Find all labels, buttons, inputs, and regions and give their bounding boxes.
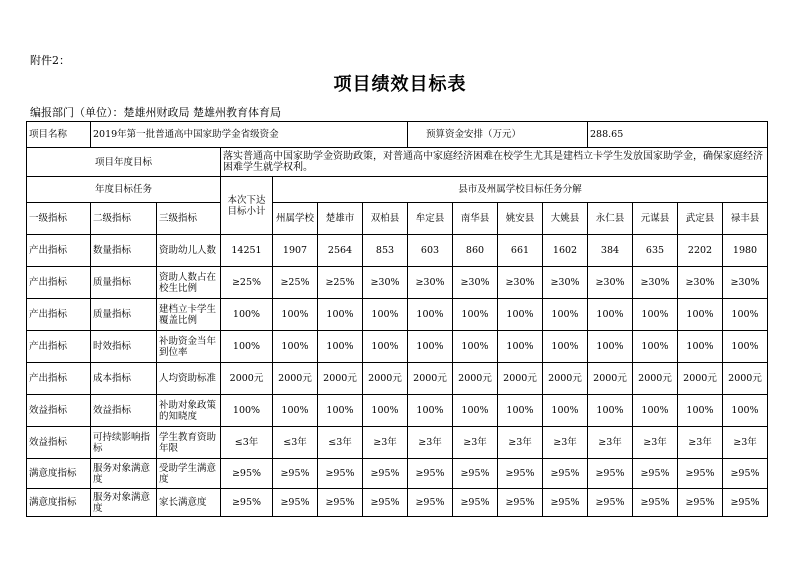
- region-value-cell: 2202: [678, 235, 723, 267]
- level1-cell: 产出指标: [27, 363, 91, 395]
- region-value-cell: ≥95%: [633, 459, 678, 489]
- level2-cell: 质量指标: [91, 267, 157, 299]
- level3-cell: 补助资金当年到位率: [157, 331, 221, 363]
- region-value-cell: ≥95%: [543, 459, 588, 489]
- budget-label: 预算资金安排（万元）: [408, 122, 588, 148]
- region-value-cell: ≥95%: [678, 459, 723, 489]
- region-value-cell: ≥95%: [273, 489, 318, 517]
- region-value-cell: 100%: [363, 331, 408, 363]
- region-value-cell: 384: [588, 235, 633, 267]
- level3-cell: 人均资助标准: [157, 363, 221, 395]
- level2-cell: 服务对象满意度: [91, 459, 157, 489]
- region-value-cell: 100%: [543, 299, 588, 331]
- total-cell: ≥95%: [221, 459, 273, 489]
- region-value-cell: 100%: [318, 299, 363, 331]
- total-cell: 100%: [221, 395, 273, 427]
- region-value-cell: 100%: [273, 299, 318, 331]
- table-row: [27, 395, 768, 427]
- region-value-cell: ≥30%: [363, 267, 408, 299]
- level3-header: 三级指标: [157, 203, 221, 235]
- region-value-cell: 100%: [408, 299, 453, 331]
- region-value-cell: ≥95%: [633, 489, 678, 517]
- region-value-cell: ≥3年: [498, 427, 543, 459]
- region-value-cell: ≥95%: [318, 459, 363, 489]
- total-header: 本次下达目标小计: [221, 177, 273, 235]
- level1-cell: 产出指标: [27, 299, 91, 331]
- region-value-cell: 2000元: [363, 363, 408, 395]
- annual-task-header: 年度目标任务: [27, 177, 221, 203]
- level2-cell: 成本指标: [91, 363, 157, 395]
- level1-header: 一级指标: [27, 203, 91, 235]
- region-value-cell: 100%: [408, 395, 453, 427]
- table-row: [27, 363, 768, 395]
- region-header: 楚雄市: [318, 203, 363, 235]
- region-value-cell: 100%: [678, 299, 723, 331]
- region-value-cell: ≥30%: [678, 267, 723, 299]
- region-value-cell: 100%: [498, 331, 543, 363]
- region-value-cell: ≤3年: [273, 427, 318, 459]
- region-value-cell: 2564: [318, 235, 363, 267]
- region-value-cell: ≥3年: [453, 427, 498, 459]
- region-value-cell: 1980: [723, 235, 768, 267]
- attachment-label: 附件2：: [30, 54, 70, 67]
- region-value-cell: 100%: [273, 395, 318, 427]
- total-cell: 2000元: [221, 363, 273, 395]
- region-value-cell: ≥95%: [318, 489, 363, 517]
- region-value-cell: 2000元: [678, 363, 723, 395]
- total-cell: 14251: [221, 235, 273, 267]
- region-value-cell: ≥95%: [588, 489, 633, 517]
- region-value-cell: ≥3年: [678, 427, 723, 459]
- level1-cell: 效益指标: [27, 427, 91, 459]
- region-value-cell: 100%: [498, 299, 543, 331]
- level1-cell: 产出指标: [27, 331, 91, 363]
- region-value-cell: ≥95%: [408, 459, 453, 489]
- annual-goal-label: 项目年度目标: [27, 148, 221, 177]
- region-value-cell: 661: [498, 235, 543, 267]
- region-value-cell: 100%: [588, 331, 633, 363]
- region-value-cell: ≥3年: [633, 427, 678, 459]
- region-value-cell: ≥95%: [543, 489, 588, 517]
- region-header: 大姚县: [543, 203, 588, 235]
- level3-cell: 补助对象政策的知晓度: [157, 395, 221, 427]
- level2-cell: 服务对象满意度: [91, 489, 157, 517]
- region-value-cell: 2000元: [588, 363, 633, 395]
- region-value-cell: 100%: [273, 331, 318, 363]
- level3-cell: 学生教育资助年限: [157, 427, 221, 459]
- region-header: 州属学校: [273, 203, 318, 235]
- region-value-cell: ≥30%: [588, 267, 633, 299]
- region-value-cell: ≥3年: [363, 427, 408, 459]
- total-cell: ≤3年: [221, 427, 273, 459]
- level3-cell: 资助幼儿人数: [157, 235, 221, 267]
- project-row: [27, 122, 768, 148]
- region-header: 武定县: [678, 203, 723, 235]
- project-name: 2019年第一批普通高中国家助学金省级资金: [91, 122, 408, 148]
- level3-cell: 家长满意度: [157, 489, 221, 517]
- header-row-2: [27, 203, 768, 235]
- annual-goal-text: 落实普通高中国家助学金资助政策，对普通高中家庭经济困难在校学生尤其是建档立卡学生发放国家助学金，确保家庭经济困难学生就学权利。: [221, 148, 768, 177]
- level2-cell: 时效指标: [91, 331, 157, 363]
- budget-value: 288.65: [588, 122, 768, 148]
- table-row: [27, 427, 768, 459]
- region-value-cell: 2000元: [633, 363, 678, 395]
- region-value-cell: ≥95%: [498, 489, 543, 517]
- region-value-cell: 100%: [498, 395, 543, 427]
- region-value-cell: 100%: [453, 331, 498, 363]
- region-value-cell: 2000元: [498, 363, 543, 395]
- region-value-cell: 603: [408, 235, 453, 267]
- region-value-cell: 100%: [588, 395, 633, 427]
- level1-cell: 产出指标: [27, 267, 91, 299]
- region-value-cell: 100%: [363, 395, 408, 427]
- region-header: 元谋县: [633, 203, 678, 235]
- region-value-cell: 100%: [723, 395, 768, 427]
- region-header: 双柏县: [363, 203, 408, 235]
- region-value-cell: ≥30%: [408, 267, 453, 299]
- region-value-cell: 100%: [723, 331, 768, 363]
- region-header: 南华县: [453, 203, 498, 235]
- region-value-cell: ≥95%: [678, 489, 723, 517]
- table-row: [27, 331, 768, 363]
- region-value-cell: 100%: [723, 299, 768, 331]
- region-value-cell: ≥3年: [588, 427, 633, 459]
- region-value-cell: 635: [633, 235, 678, 267]
- breakdown-header: 县市及州属学校目标任务分解: [273, 177, 768, 203]
- region-value-cell: 100%: [408, 331, 453, 363]
- region-value-cell: 100%: [318, 395, 363, 427]
- table-row: [27, 459, 768, 489]
- region-value-cell: 100%: [633, 331, 678, 363]
- region-value-cell: 2000元: [543, 363, 588, 395]
- region-value-cell: 1907: [273, 235, 318, 267]
- level3-cell: 受助学生满意度: [157, 459, 221, 489]
- region-value-cell: ≥95%: [498, 459, 543, 489]
- annual-goal-row: [27, 148, 768, 177]
- level2-cell: 质量指标: [91, 299, 157, 331]
- region-value-cell: 860: [453, 235, 498, 267]
- region-value-cell: ≥30%: [498, 267, 543, 299]
- region-value-cell: ≥30%: [723, 267, 768, 299]
- region-value-cell: 100%: [363, 299, 408, 331]
- department-line: 编报部门（单位）：楚雄州财政局 楚雄州教育体育局: [30, 106, 281, 119]
- region-value-cell: ≥25%: [318, 267, 363, 299]
- region-value-cell: 1602: [543, 235, 588, 267]
- region-value-cell: ≥95%: [723, 489, 768, 517]
- performance-table: [26, 121, 768, 517]
- level3-cell: 建档立卡学生覆盖比例: [157, 299, 221, 331]
- region-header: 永仁县: [588, 203, 633, 235]
- region-value-cell: ≥30%: [453, 267, 498, 299]
- region-value-cell: 2000元: [453, 363, 498, 395]
- region-value-cell: ≥95%: [273, 459, 318, 489]
- region-value-cell: ≥95%: [588, 459, 633, 489]
- level2-cell: 效益指标: [91, 395, 157, 427]
- level2-header: 二级指标: [91, 203, 157, 235]
- region-value-cell: 100%: [588, 299, 633, 331]
- region-header: 牟定县: [408, 203, 453, 235]
- total-cell: 100%: [221, 331, 273, 363]
- region-value-cell: 100%: [678, 331, 723, 363]
- region-value-cell: 100%: [678, 395, 723, 427]
- region-value-cell: ≥95%: [453, 459, 498, 489]
- level2-cell: 可持续影响指标: [91, 427, 157, 459]
- region-value-cell: ≥30%: [633, 267, 678, 299]
- region-value-cell: ≥95%: [363, 489, 408, 517]
- region-value-cell: ≥95%: [363, 459, 408, 489]
- region-value-cell: 100%: [453, 299, 498, 331]
- region-value-cell: 100%: [543, 331, 588, 363]
- region-value-cell: ≥95%: [453, 489, 498, 517]
- region-header: 禄丰县: [723, 203, 768, 235]
- region-value-cell: 100%: [633, 299, 678, 331]
- region-value-cell: 100%: [543, 395, 588, 427]
- region-value-cell: ≥3年: [543, 427, 588, 459]
- region-value-cell: 853: [363, 235, 408, 267]
- level1-cell: 产出指标: [27, 235, 91, 267]
- region-value-cell: ≥95%: [723, 459, 768, 489]
- table-row: [27, 235, 768, 267]
- total-cell: 100%: [221, 299, 273, 331]
- region-value-cell: 2000元: [723, 363, 768, 395]
- level1-cell: 满意度指标: [27, 459, 91, 489]
- region-header: 姚安县: [498, 203, 543, 235]
- region-value-cell: ≥3年: [723, 427, 768, 459]
- table-row: [27, 489, 768, 517]
- region-value-cell: ≥95%: [408, 489, 453, 517]
- total-cell: ≥25%: [221, 267, 273, 299]
- table-row: [27, 299, 768, 331]
- region-value-cell: ≥25%: [273, 267, 318, 299]
- table-row: [27, 267, 768, 299]
- region-value-cell: 2000元: [273, 363, 318, 395]
- region-value-cell: 100%: [453, 395, 498, 427]
- level1-cell: 满意度指标: [27, 489, 91, 517]
- region-value-cell: 2000元: [408, 363, 453, 395]
- level2-cell: 数量指标: [91, 235, 157, 267]
- level3-cell: 资助人数占在校生比例: [157, 267, 221, 299]
- region-value-cell: ≤3年: [318, 427, 363, 459]
- region-value-cell: ≥3年: [408, 427, 453, 459]
- header-row-1: [27, 177, 768, 203]
- total-cell: ≥95%: [221, 489, 273, 517]
- region-value-cell: 100%: [318, 331, 363, 363]
- region-value-cell: 100%: [633, 395, 678, 427]
- region-value-cell: 2000元: [318, 363, 363, 395]
- level1-cell: 效益指标: [27, 395, 91, 427]
- region-value-cell: ≥30%: [543, 267, 588, 299]
- project-name-label: 项目名称: [27, 122, 91, 148]
- page-title: 项目绩效目标表: [333, 74, 467, 95]
